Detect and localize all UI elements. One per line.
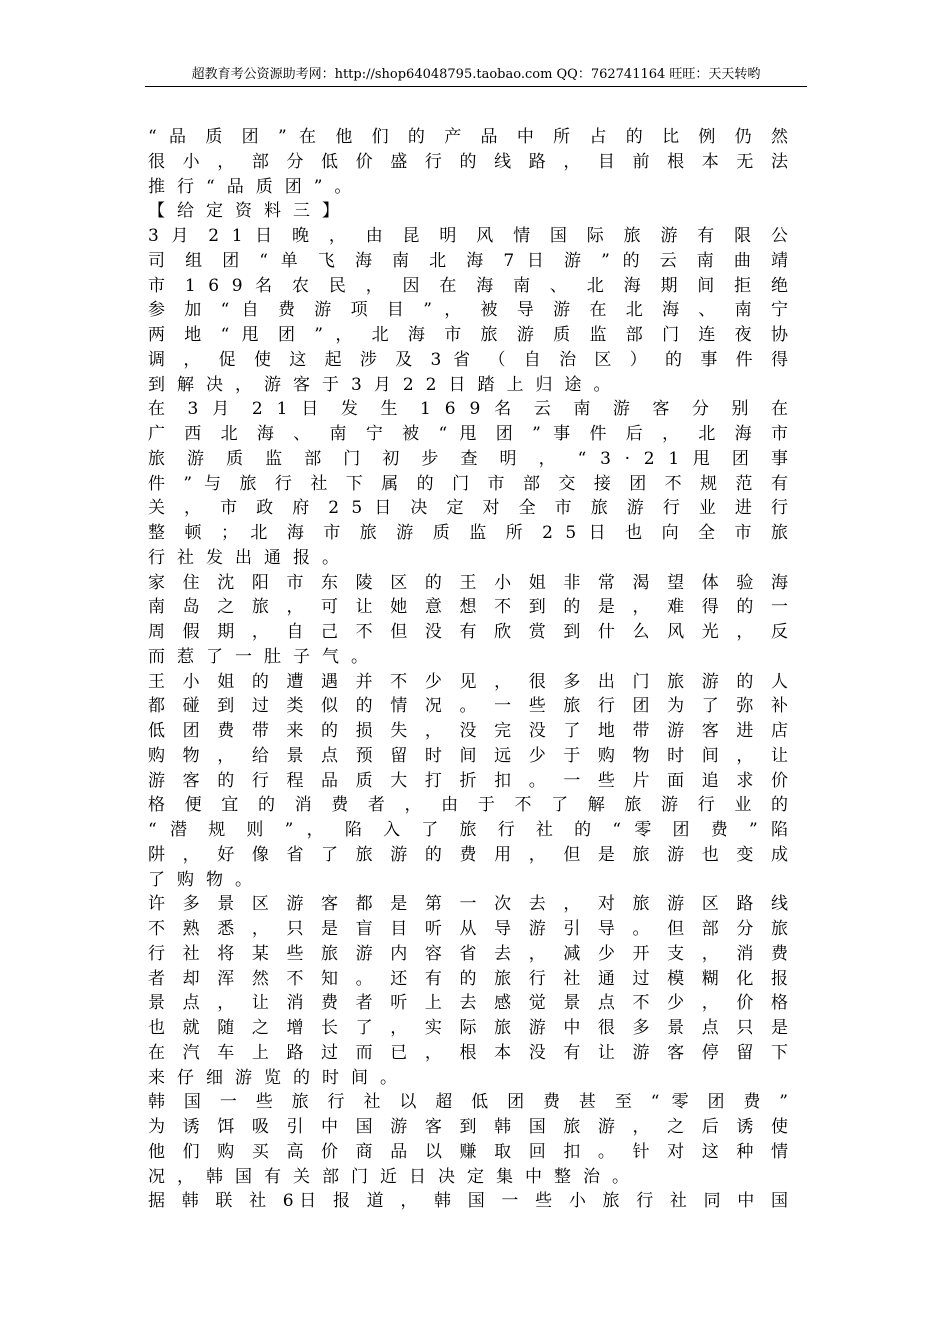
text-line: 司 组 团 “ 单 飞 海 南 北 海 7 日 游 ” 的 云 南 曲 靖: [148, 250, 788, 271]
text-line: 3 月 2 1 日 晚 ， 由 昆 明 风 情 国 际 旅 游 有 限 公: [148, 226, 788, 246]
text-line: 行社发出通报。: [148, 547, 351, 568]
text-line: 推行“品质团”。: [148, 176, 364, 197]
page-header: [145, 66, 807, 87]
text-line: 旅 游 质 监 部 门 初 步 查 明 ， “ 3 · 2 1 甩 团 事: [148, 448, 788, 469]
text-line: 周 假 期 ， 自 己 不 但 没 有 欣 赏 到 什 么 风 光 ， 反: [148, 622, 788, 642]
text-line: 参 加 “ 自 费 游 项 目 ” ， 被 导 游 在 北 海 、 南 宁: [148, 300, 788, 321]
text-line: 者 却 浑 然 不 知 。 还 有 的 旅 行 社 通 过 模 糊 化 报: [148, 968, 788, 989]
text-line: 家 住 沈 阳 市 东 陵 区 的 王 小 姐 非 常 渴 望 体 验 海: [148, 572, 788, 593]
text-line: “ 潜 规 则 ” ， 陷 入 了 旅 行 社 的 “ 零 团 费 ” 陷: [148, 820, 788, 840]
text-line: 在 3 月 2 1 日 发 生 1 6 9 名 云 南 游 客 分 别 在: [148, 399, 788, 420]
text-line: 低 团 费 带 来 的 损 失 ， 没 完 没 了 地 带 游 客 进 店: [148, 721, 788, 741]
text-line: 广 西 北 海 、 南 宁 被 “ 甩 团 ” 事 件 后 ， 北 海 市: [148, 424, 788, 444]
text-line: 在 汽 车 上 路 过 而 已 ， 根 本 没 有 让 游 客 停 留 下: [148, 1042, 788, 1063]
text-line: 市 1 6 9 名 农 民 ， 因 在 海 南 、 北 海 期 间 拒 绝: [148, 275, 788, 296]
text-line: 了购物。: [148, 869, 264, 890]
text-line: 调 ， 促 使 这 起 涉 及 3 省 （ 自 治 区 ） 的 事 件 得: [148, 349, 788, 370]
text-line: “ 品 质 团 ” 在 他 们 的 产 品 中 所 占 的 比 例 仍 然: [148, 127, 788, 147]
text-line: 不 熟 悉 ， 只 是 盲 目 听 从 导 游 引 导 。 但 部 分 旅: [148, 919, 788, 939]
text-line: 许 多 景 区 游 客 都 是 第 一 次 去 ， 对 旅 游 区 路 线: [148, 894, 788, 915]
text-line: 他 们 购 买 高 价 商 品 以 赚 取 回 扣 。 针 对 这 种 情: [148, 1141, 788, 1162]
text-line: 而惹了一肚子气。: [148, 646, 380, 667]
text-line: 件 ” 与 旅 行 社 下 属 的 门 市 部 交 接 团 不 规 范 有: [148, 473, 788, 494]
text-line: 都 碰 到 过 类 似 的 情 况 。 一 些 旅 行 团 为 了 弥 补: [148, 696, 788, 717]
text-line: 来仔细游览的时间。: [148, 1067, 409, 1088]
document-body: [148, 125, 788, 1214]
text-line: 关 ， 市 政 府 2 5 日 决 定 对 全 市 旅 游 行 业 进 行: [148, 498, 788, 519]
text-line: 也 就 随 之 增 长 了 ， 实 际 旅 游 中 很 多 景 点 只 是: [148, 1018, 788, 1038]
text-line: 到解决，游客于3月22日踏上归途。: [148, 374, 623, 395]
text-line: 景 点 ， 让 消 费 者 听 上 去 感 觉 景 点 不 少 ， 价 格: [148, 993, 788, 1014]
text-line: 据 韩 联 社 6日 报 道 ， 韩 国 一 些 小 旅 行 社 同 中 国: [148, 1191, 788, 1212]
text-line: 行 社 将 某 些 旅 游 内 容 省 去 ， 减 少 开 支 ， 消 费: [148, 943, 788, 964]
text-line: 两 地 “ 甩 团 ” ， 北 海 市 旅 游 质 监 部 门 连 夜 协: [148, 325, 788, 345]
header-text: 超教育考公资源助考网：http://shop64048795.taobao.com QQ：762741164 旺旺：天天转哟: [191, 67, 761, 82]
text-line: 韩 国 一 些 旅 行 社 以 超 低 团 费 甚 至 “ 零 团 费 ”: [148, 1092, 788, 1113]
text-line: 王 小 姐 的 遭 遇 并 不 少 见 ， 很 多 出 门 旅 游 的 人: [148, 671, 788, 692]
text-line: 购 物 ， 给 景 点 预 留 时 间 远 少 于 购 物 时 间 ， 让: [148, 745, 788, 766]
text-line: 游 客 的 行 程 品 质 大 打 折 扣 。 一 些 片 面 追 求 价: [148, 770, 788, 791]
text-line: 【给定资料三】: [148, 201, 351, 222]
text-line: 格 便 宜 的 消 费 者 ， 由 于 不 了 解 旅 游 行 业 的: [148, 795, 788, 816]
text-line: 南 岛 之 旅 ， 可 让 她 意 想 不 到 的 是 ， 难 得 的 一: [148, 597, 788, 618]
text-line: 阱 ， 好 像 省 了 旅 游 的 费 用 ， 但 是 旅 游 也 变 成: [148, 844, 788, 865]
text-line: 况，韩国有关部门近日决定集中整治。: [148, 1166, 641, 1187]
text-line: 很 小 ， 部 分 低 价 盛 行 的 线 路 ， 目 前 根 本 无 法: [148, 151, 788, 172]
text-line: 整 顿 ； 北 海 市 旅 游 质 监 所 2 5 日 也 向 全 市 旅: [148, 523, 788, 543]
text-line: 为 诱 饵 吸 引 中 国 游 客 到 韩 国 旅 游 ， 之 后 诱 使: [148, 1117, 788, 1137]
